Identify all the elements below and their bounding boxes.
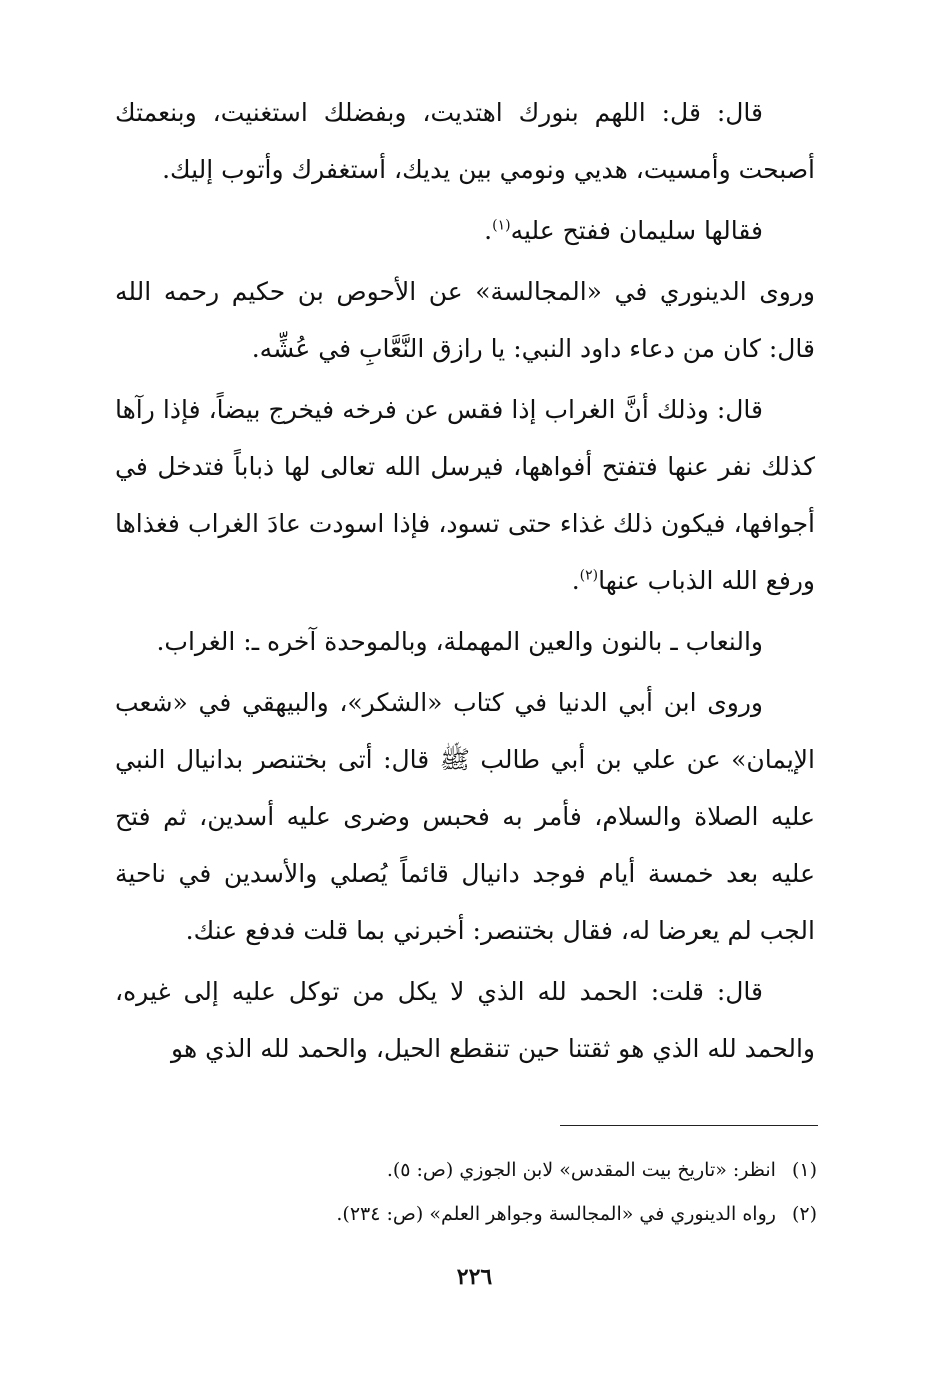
paragraph-6: وروى ابن أبي الدنيا في كتاب «الشكر»، والبيهقي في «شعب الإيمان» عن علي بن أبي طالب ﷺ قال: أتى بختنصر بدانيال النبي عليه الصلاة والسلام، فأمر به فحبس وضرى عليه أسدين، ثم فتح عليه بعد خمسة أيام فوجد دانيال قائماً يُصلي والأسدين في ناحية الجب لم يعرضا له، فقال بختنصر: أخبرني بما قلت فدفع عنك. xyxy=(115,688,815,945)
paragraph-3: وروى الدينوري في «المجالسة» عن الأحوص بن حكيم رحمه الله قال: كان من دعاء داود النبي: يا رازق النَّعَّابِ في عُشِّه. xyxy=(115,277,815,363)
footnote-separator xyxy=(560,1125,818,1126)
footnote-2-text: رواه الدينوري في «المجالسة وجواهر العلم» (ص: ٢٣٤). xyxy=(336,1203,776,1225)
footnotes xyxy=(115,1148,817,1236)
paragraph-2-end: . xyxy=(484,216,493,245)
paragraph-2-text: فقالها سليمان ففتح عليه xyxy=(510,216,763,245)
footnote-ref-1: (١) xyxy=(492,217,511,234)
main-text xyxy=(115,84,815,1077)
paragraph-2 xyxy=(115,202,815,259)
page-number: ٢٢٦ xyxy=(456,1264,493,1290)
paragraph-7: قال: قلت: الحمد لله الذي لا يكل من توكل عليه إلى غيره، والحمد لله الذي هو ثقتنا حين تنقطع الحيل، والحمد لله الذي هو xyxy=(115,977,815,1063)
paragraph-4-end: . xyxy=(571,566,580,595)
footnote-ref-2: (٢) xyxy=(579,567,599,584)
footnote-2-number: (٢) xyxy=(791,1203,817,1225)
footnote-1-number: (١) xyxy=(791,1159,817,1181)
footnote-1 xyxy=(115,1148,817,1192)
paragraph-5: والنعاب ـ بالنون والعين المهملة، وبالموحدة آخره ـ: الغراب. xyxy=(156,627,763,656)
paragraph-1: قال: قل: اللهم بنورك اهتديت، وبفضلك استغنيت، وبنعمتك أصبحت وأمسيت، هديي ونومي بين يديك، أستغفرك وأتوب إليك. xyxy=(115,98,815,184)
paragraph-4 xyxy=(115,381,815,609)
footnote-2 xyxy=(115,1192,817,1236)
footnote-1-text: انظر: «تاريخ بيت المقدس» لابن الجوزي (ص: ٥). xyxy=(386,1159,776,1181)
paragraph-4-text: قال: وذلك أنَّ الغراب إذا فقس عن فرخه فيخرج بيضاً، فإذا رآها كذلك نفر عنها فتفتح أفواهها، فيرسل الله تعالى لها ذباباً فتدخل في أجوافها، فيكون ذلك غذاء حتى تسود، فإذا اسودت عادَ الغراب فغذاها ورفع الله الذباب عنها xyxy=(115,395,815,595)
